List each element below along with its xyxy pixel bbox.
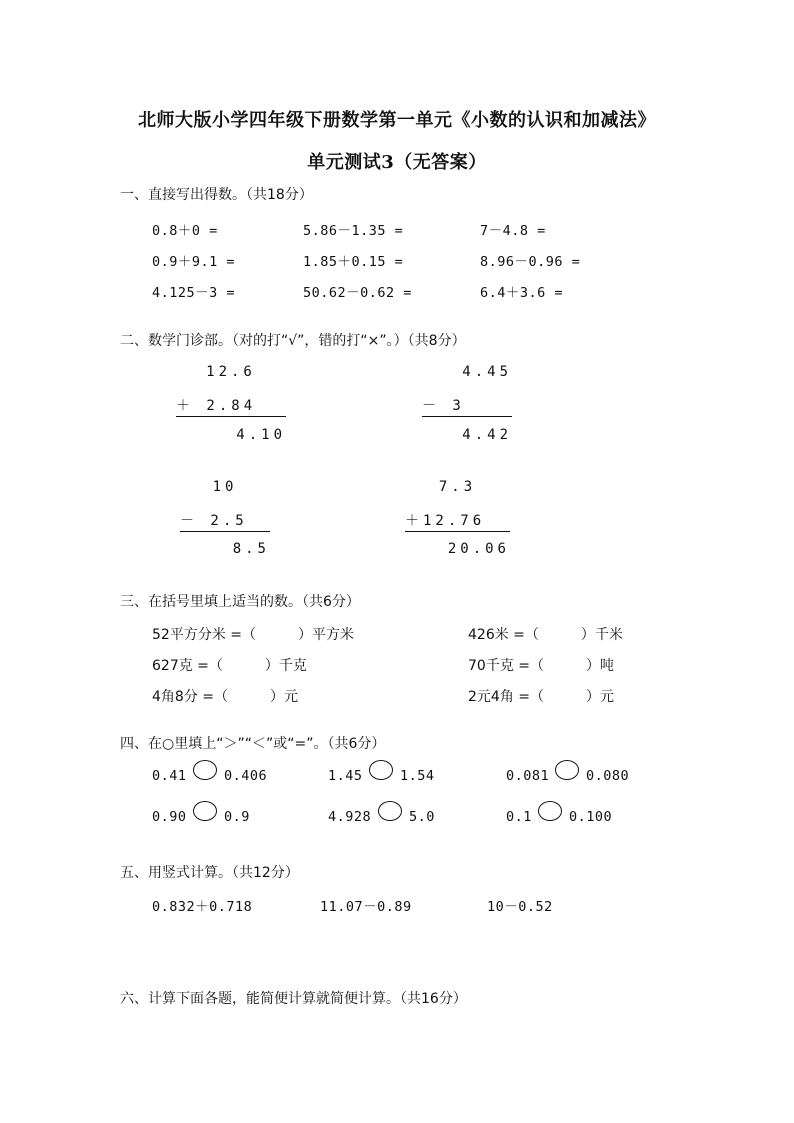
- s2-p2-result: 4.42: [462, 427, 512, 443]
- compare-circle[interactable]: [538, 801, 562, 821]
- compare-circle[interactable]: [555, 760, 579, 780]
- s1-item: 6.4＋3.6 =: [480, 285, 564, 301]
- compare-circle[interactable]: [378, 801, 402, 821]
- s1-item: 8.96－0.96 =: [480, 254, 581, 270]
- s4-right-value: 0.406: [224, 768, 268, 784]
- s3-item: 2元4角 =（ ）元: [468, 689, 614, 705]
- s2-p4-result: 20.06: [447, 541, 510, 557]
- s4-left-value: 0.90: [152, 809, 187, 825]
- section-6-heading: 六、计算下面各题，能简便计算就简便计算。（共16分）: [120, 991, 467, 1007]
- s2-p2-operand: － 3: [422, 395, 512, 417]
- s4-left-value: 1.45: [328, 768, 363, 784]
- s1-item: 5.86－1.35 =: [303, 223, 404, 239]
- s5-item: 0.832＋0.718: [152, 899, 253, 915]
- compare-circle[interactable]: [193, 760, 217, 780]
- s2-p1-top: 12.6: [206, 364, 256, 380]
- s1-item: 1.85＋0.15 =: [303, 254, 404, 270]
- s3-item: 426米 =（ ）千米: [468, 627, 623, 643]
- s3-item: 627克 =（ ）千克: [152, 658, 307, 674]
- page-subtitle: 单元测试3（无答案）: [307, 152, 487, 173]
- s4-right-value: 0.100: [569, 809, 613, 825]
- s4-right-value: 1.54: [400, 768, 435, 784]
- section-4-heading: 四、在○里填上“＞”“＜”或“=”。（共6分）: [120, 736, 386, 752]
- s2-p2-top: 4.45: [462, 364, 512, 380]
- s3-item: 52平方分米 =（ ）平方米: [152, 627, 354, 643]
- s1-item: 7－4.8 =: [480, 223, 546, 239]
- section-3-heading: 三、在括号里填上适当的数。（共6分）: [120, 594, 360, 610]
- section-2-heading: 二、数学门诊部。（对的打“√”，错的打“×”。）（共8分）: [120, 333, 466, 349]
- compare-circle[interactable]: [193, 801, 217, 821]
- s4-right-value: 5.0: [409, 809, 435, 825]
- s4-right-value: 0.9: [224, 809, 250, 825]
- s5-item: 11.07－0.89: [320, 899, 412, 915]
- compare-circle[interactable]: [369, 760, 393, 780]
- s1-item: 0.9＋9.1 =: [152, 254, 236, 270]
- section-1-heading: 一、直接写出得数。（共18分）: [120, 187, 313, 203]
- s2-p1-result: 4.10: [236, 427, 286, 443]
- section-5-heading: 五、用竖式计算。（共12分）: [120, 865, 299, 881]
- page-title: 北师大版小学四年级下册数学第一单元《小数的认识和加减法》: [138, 110, 656, 131]
- s2-p4-operand: ＋12.76: [405, 510, 510, 532]
- s2-p3-result: 8.5: [232, 541, 270, 557]
- s1-item: 4.125－3 =: [152, 285, 236, 301]
- s1-item: 0.8＋0 =: [152, 223, 218, 239]
- s4-left-value: 0.41: [152, 768, 187, 784]
- s3-item: 70千克 =（ ）吨: [468, 658, 614, 674]
- s4-left-value: 4.928: [328, 809, 372, 825]
- s3-item: 4角8分 =（ ）元: [152, 689, 298, 705]
- s4-left-value: 0.1: [506, 809, 532, 825]
- s4-left-value: 0.081: [506, 768, 550, 784]
- s2-p3-top: 10: [212, 479, 238, 495]
- s4-right-value: 0.080: [586, 768, 630, 784]
- s2-p4-top: 7.3: [438, 479, 477, 495]
- s1-item: 50.62－0.62 =: [303, 285, 412, 301]
- s2-p1-operand: ＋ 2.84: [176, 395, 286, 417]
- s5-item: 10－0.52: [487, 899, 553, 915]
- s2-p3-operand: － 2.5: [180, 510, 270, 532]
